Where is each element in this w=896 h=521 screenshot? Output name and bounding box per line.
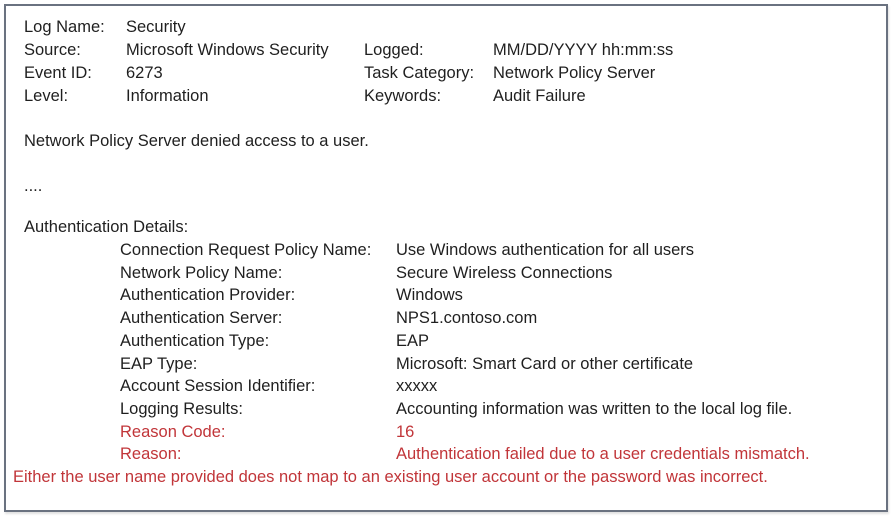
detail-row-authentication-server — [24, 307, 886, 330]
detail-label: Logging Results: — [120, 399, 243, 418]
log-name-label: Log Name: — [24, 18, 105, 36]
detail-value: xxxxx — [396, 377, 438, 396]
header-empty-value — [493, 16, 886, 39]
authentication-details-heading: Authentication Details: — [24, 218, 189, 236]
source-value: Microsoft Windows Security — [126, 41, 329, 59]
event-header — [24, 16, 886, 108]
detail-row-reason-code — [24, 421, 886, 444]
detail-value: NPS1.contoso.com — [396, 309, 538, 328]
detail-value: Windows — [396, 286, 463, 305]
detail-label: Account Session Identifier: — [120, 377, 316, 396]
log-name-value: Security — [126, 18, 186, 36]
reason-explanation-text: Either the user name provided does not map to an existing user account or the password was incorrect. — [13, 468, 768, 487]
header-row-event-id — [24, 62, 886, 85]
detail-row-connection-request-policy — [24, 239, 886, 262]
header-empty-label — [364, 16, 493, 39]
detail-value: Use Windows authentication for all users — [396, 241, 695, 259]
event-log-content — [6, 6, 886, 510]
detail-value: 16 — [396, 422, 415, 441]
detail-label: Network Policy Name: — [120, 263, 283, 282]
detail-row-logging-results — [24, 398, 886, 421]
detail-label: Connection Request Policy Name: — [120, 241, 372, 259]
detail-row-network-policy-name — [24, 262, 886, 285]
event-id-value: 6273 — [126, 64, 163, 82]
detail-row-eap-type — [24, 353, 886, 376]
detail-label: EAP Type: — [120, 354, 198, 373]
source-label: Source: — [24, 41, 81, 59]
detail-label: Authentication Server: — [120, 309, 283, 328]
detail-value: EAP — [396, 331, 430, 350]
detail-label: Authentication Provider: — [120, 286, 296, 305]
detail-row-account-session-identifier — [24, 375, 886, 398]
detail-value: Microsoft: Smart Card or other certificate — [396, 354, 694, 373]
logged-label: Logged: — [364, 41, 424, 59]
ellipsis-text: .... — [24, 177, 43, 195]
logged-value: MM/DD/YYYY hh:mm:ss — [493, 41, 674, 59]
event-log-panel — [4, 4, 888, 512]
event-description: Network Policy Server denied access to a user. — [24, 132, 369, 150]
task-category-value: Network Policy Server — [493, 64, 656, 82]
task-category-label: Task Category: — [364, 64, 475, 82]
detail-label: Authentication Type: — [120, 331, 270, 350]
header-row-level — [24, 85, 886, 108]
level-label: Level: — [24, 87, 69, 105]
keywords-value: Audit Failure — [493, 87, 586, 105]
level-value: Information — [126, 87, 209, 105]
detail-row-authentication-type — [24, 330, 886, 353]
header-row-source — [24, 39, 886, 62]
detail-row-reason — [24, 443, 886, 466]
detail-label: Reason Code: — [120, 422, 226, 441]
detail-value: Secure Wireless Connections — [396, 263, 613, 282]
header-row-log-name — [24, 16, 886, 39]
detail-label: Reason: — [120, 445, 182, 464]
detail-value: Accounting information was written to the local log file. — [396, 399, 793, 418]
keywords-label: Keywords: — [364, 87, 442, 105]
authentication-details-list — [24, 239, 886, 466]
event-id-label: Event ID: — [24, 64, 92, 82]
detail-row-authentication-provider — [24, 284, 886, 307]
detail-value: Authentication failed due to a user credentials mismatch. — [396, 445, 810, 464]
